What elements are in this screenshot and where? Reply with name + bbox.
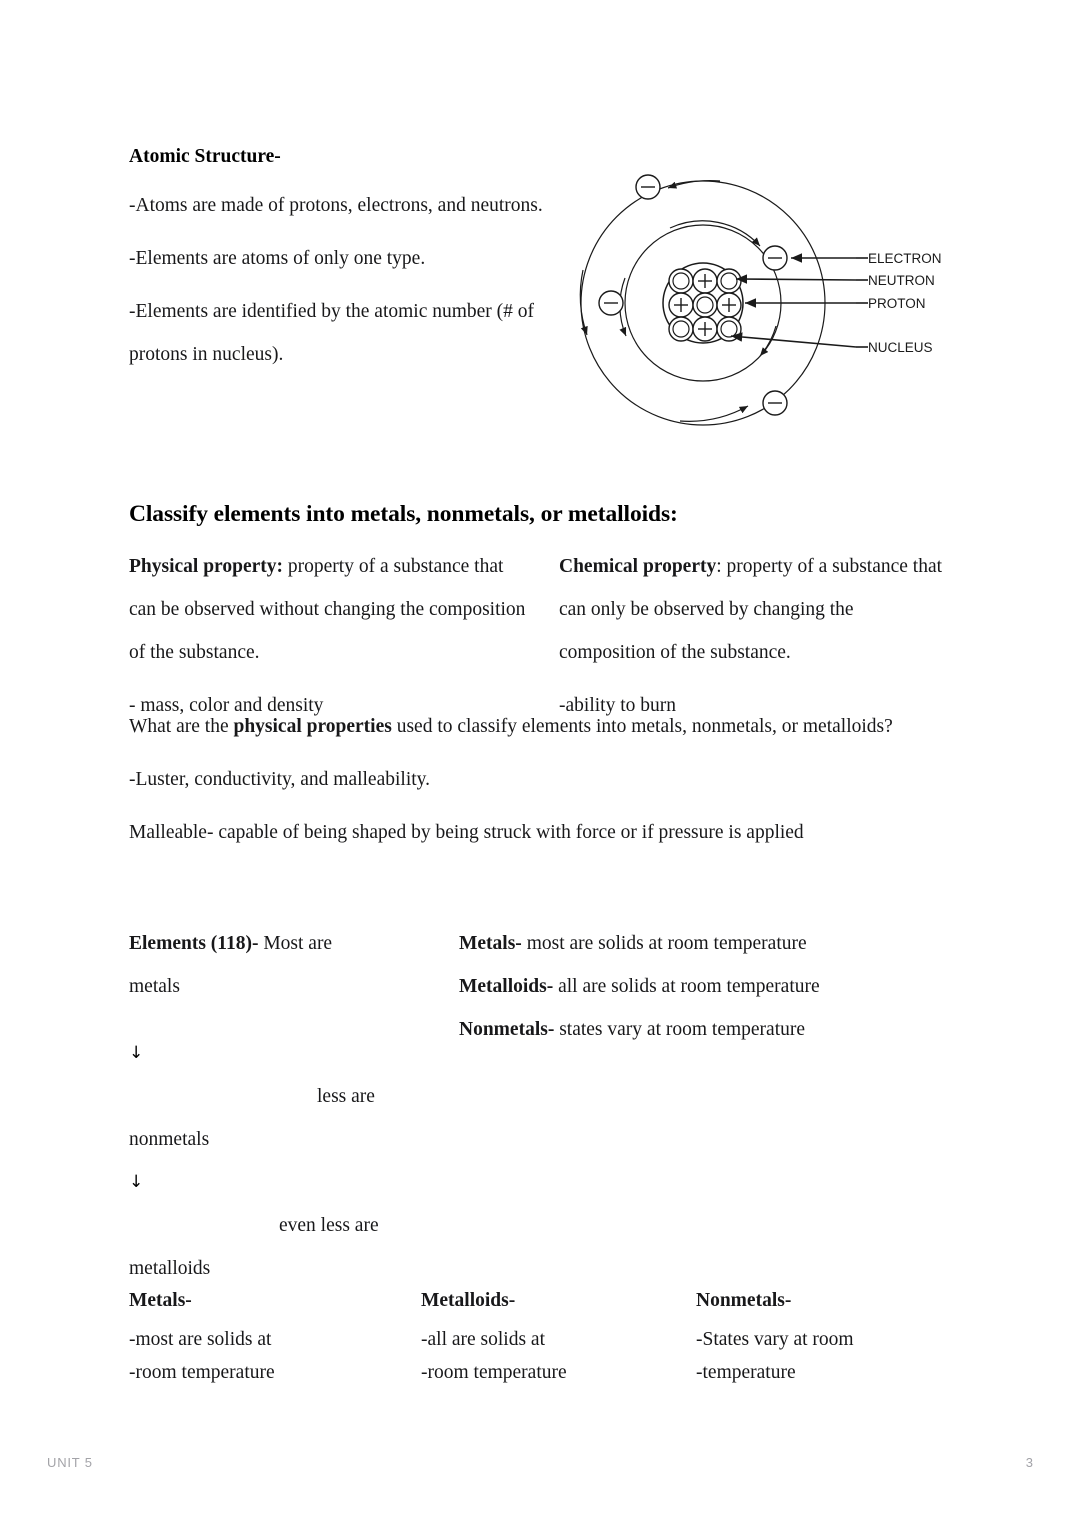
question-suffix: used to classify elements into metals, nonmetals, or metalloids? (391, 716, 893, 737)
orbit-arrow-outer-bottom (680, 406, 748, 421)
label-electron: ELECTRON (868, 251, 942, 266)
nucleus-proton-3 (717, 293, 741, 317)
summary-nonmetals-line-1: -States vary at room (696, 1329, 854, 1350)
nucleus-neutron-5 (717, 317, 741, 341)
nucleus-proton-1 (693, 269, 717, 293)
summary-metals-heading: Metals- (129, 1290, 192, 1311)
physical-property-definition (129, 545, 529, 674)
atomic-line-2: -Elements are atoms of only one type. (129, 248, 426, 269)
atom-diagram-svg (560, 160, 960, 440)
electron-bottom (763, 391, 787, 415)
page-footer (0, 1455, 1080, 1485)
leader-neutron (736, 279, 856, 280)
electron-right (763, 246, 787, 270)
chemical-property-text: : property of a substance that can only be observed by changing the composition of the substance. (559, 556, 943, 663)
elements-count-line (129, 922, 429, 965)
elements-term: Elements (118)- (129, 933, 259, 954)
summary-metalloids-line-1: -all are solids at (421, 1329, 545, 1350)
flow-step-1-value: nonmetals (129, 1129, 210, 1150)
elements-term-tail: Most are (258, 933, 333, 954)
states-nonmetals-tail: states vary at room temperature (554, 1019, 806, 1040)
elements-flow (129, 1032, 549, 1290)
flow-step-2-value: metalloids (129, 1258, 211, 1279)
flow-arrow-2: ↓ (129, 1172, 144, 1192)
footer-unit-label: UNIT 5 (47, 1455, 93, 1470)
question-block (129, 705, 929, 864)
states-metalloids-term: Metalloids- (459, 976, 554, 997)
summary-column-metals (129, 1284, 389, 1389)
atomic-line-3: -Elements are identified by the atomic number (# of protons in nucleus). (129, 301, 535, 365)
physical-property-term: Physical property: (129, 556, 284, 577)
flow-arrow-1: ↓ (129, 1043, 144, 1063)
flow-step-1-label: less are (317, 1086, 375, 1107)
nucleus-proton-2 (669, 293, 693, 317)
atomic-line-1: -Atoms are made of protons, electrons, and neutrons. (129, 195, 543, 216)
chemical-property-example: -ability to burn (559, 695, 676, 716)
label-proton: PROTON (868, 296, 926, 311)
flow-step-2-label: even less are (279, 1215, 379, 1236)
summary-metals-line-2: -room temperature (129, 1362, 275, 1383)
chemical-property-definition (559, 545, 949, 674)
classify-heading: Classify elements into metals, nonmetals, or metalloids: (129, 501, 678, 527)
summary-metalloids-heading: Metalloids- (421, 1290, 516, 1311)
nucleus-neutron-3 (693, 293, 717, 317)
classify-question (129, 705, 929, 748)
malleable-definition: Malleable- capable of being shaped by being struck with force or if pressure is applied (129, 822, 804, 843)
states-row-metalloids (459, 965, 929, 1008)
chemical-property-term: Chemical property (559, 556, 717, 577)
states-metals-tail: most are solids at room temperature (521, 933, 807, 954)
nucleus-neutron-1 (669, 269, 693, 293)
states-row-metals (459, 922, 929, 965)
physical-property-text: property of a substance that can be observed without changing the composition of the substance. (129, 556, 526, 663)
states-metalloids-tail: all are solids at room temperature (553, 976, 820, 997)
summary-metals-line-1: -most are solids at (129, 1329, 272, 1350)
footer-page-number: 3 (1025, 1455, 1033, 1470)
summary-nonmetals-heading: Nonmetals- (696, 1290, 792, 1311)
elements-left-column (129, 922, 429, 1008)
summary-nonmetals-line-2: -temperature (696, 1362, 796, 1383)
summary-column-nonmetals (696, 1284, 956, 1389)
orbit-arrow-inner-right (760, 326, 776, 356)
leader-nucleus (731, 336, 856, 347)
classify-answer: -Luster, conductivity, and malleability. (129, 769, 431, 790)
nucleus-neutron-2 (717, 269, 741, 293)
question-prefix: What are the (129, 716, 234, 737)
orbit-arrow-inner-top (670, 221, 760, 246)
nucleus-proton-4 (693, 317, 717, 341)
electron-left (599, 291, 623, 315)
states-nonmetals-term: Nonmetals- (459, 1019, 555, 1040)
summary-column-metalloids (421, 1284, 681, 1389)
nucleus-neutron-4 (669, 317, 693, 341)
atomic-structure-heading: Atomic Structure- (129, 146, 281, 167)
summary-metalloids-line-2: -room temperature (421, 1362, 567, 1383)
states-metals-term: Metals- (459, 933, 522, 954)
elements-metals-line: metals (129, 976, 180, 997)
label-nucleus: NUCLEUS (868, 340, 933, 355)
atom-diagram (560, 160, 960, 440)
label-neutron: NEUTRON (868, 273, 935, 288)
question-emphasis: physical properties (233, 716, 392, 737)
physical-property-example: - mass, color and density (129, 695, 324, 716)
atomic-structure-section (129, 140, 549, 386)
electron-top (636, 175, 660, 199)
